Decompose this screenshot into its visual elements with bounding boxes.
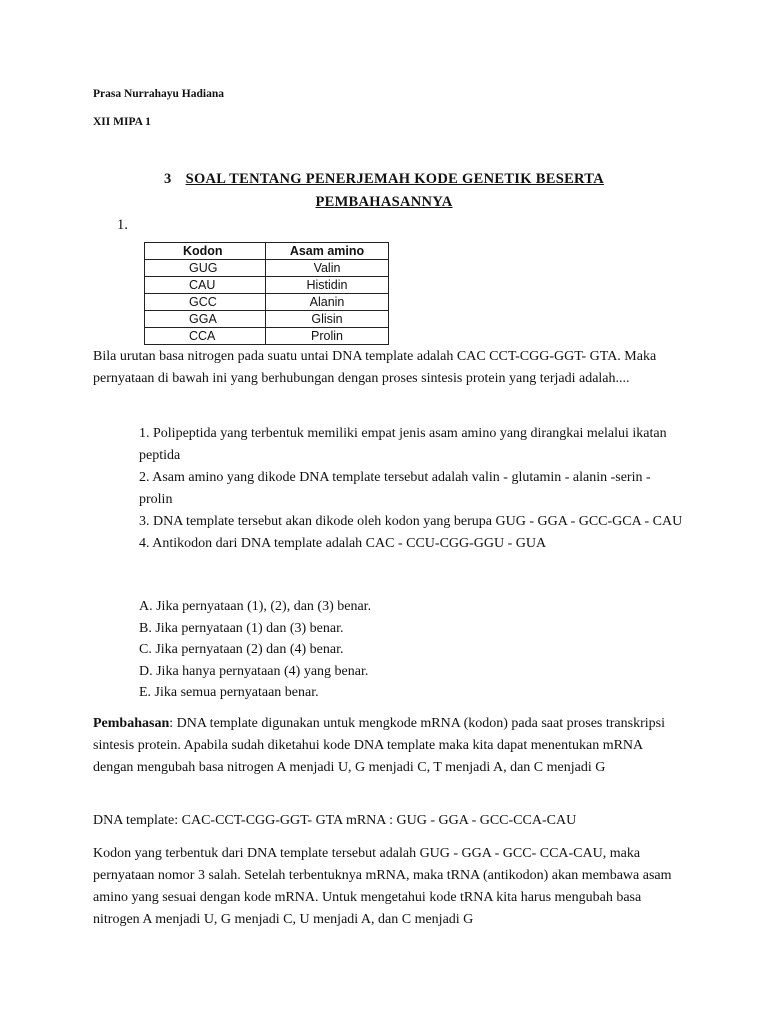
class-label: XII MIPA 1 — [93, 116, 151, 128]
option-d: D. Jika hanya pernyataan (4) yang benar. — [139, 663, 369, 679]
option-b: B. Jika pernyataan (1) dan (3) benar. — [139, 620, 344, 636]
amino-acid-cell: Prolin — [266, 328, 389, 345]
option-a: A. Jika pernyataan (1), (2), dan (3) benar. — [139, 599, 372, 614]
codon-cell: GCC — [145, 294, 266, 311]
table-header-cell: Asam amino — [266, 243, 389, 260]
amino-acid-cell: Valin — [266, 260, 389, 277]
amino-acid-cell: Glisin — [266, 311, 389, 328]
codon-cell: GUG — [145, 260, 266, 277]
table-row — [145, 277, 389, 294]
statement-item: 2. Asam amino yang dikode DNA template tersebut adalah valin - glutamin - alanin -serin - prolin — [139, 470, 651, 507]
title-number: 3 — [164, 171, 172, 187]
codon-table — [144, 242, 389, 345]
question-stem: Bila urutan basa nitrogen pada suatu untai DNA template adalah CAC CCT-CGG-GGT- GTA. Maka pernyataan di bawah ini yang berhubungan dengan proses sintesis protein yang terjadi adalah.... — [93, 349, 657, 386]
codon-cell: GGA — [145, 311, 266, 328]
amino-acid-cell: Alanin — [266, 294, 389, 311]
discussion-paragraph-3: Kodon yang terbentuk dari DNA template tersebut adalah GUG - GGA - GCC- CCA-CAU, maka pernyataan nomor 3 salah. Setelah terbentuknya mRNA, maka tRNA (antikodon) akan membawa asam amino yang sesuai dengan kode mRNA. Untuk mengetahui kode tRNA kita harus mengubah basa nitrogen A menjadi U, G menjadi C, U menjadi A, dan C menjadi G — [93, 846, 672, 927]
discussion-paragraph-1 — [93, 713, 683, 779]
table-row — [145, 328, 389, 345]
table-row — [145, 311, 389, 328]
answer-options — [139, 596, 371, 704]
option-e: E. Jika semua pernyataan benar. — [139, 685, 319, 700]
amino-acid-cell: Histidin — [266, 277, 389, 294]
table-header-row — [145, 243, 389, 260]
table-row — [145, 294, 389, 311]
table-header-cell: Kodon — [145, 243, 266, 260]
discussion-text-1: : DNA template digunakan untuk mengkode mRNA (kodon) pada saat proses transkripsi sintesis protein. Apabila sudah diketahui kode DNA template maka kita dapat menentukan mRNA dengan mengubah basa nitrogen A menjadi U, G menjadi C, T menjadi A, dan C menjadi G — [93, 716, 665, 775]
codon-cell: CAU — [145, 277, 266, 294]
statement-item: 1. Polipeptida yang terbentuk memiliki empat jenis asam amino yang dirangkai melalui ikatan peptida — [139, 426, 667, 463]
codon-cell: CCA — [145, 328, 266, 345]
statement-item: 4. Antikodon dari DNA template adalah CAC - CCU-CGG-GGU - GUA — [139, 536, 547, 551]
title-line-1: SOAL TENTANG PENERJEMAH KODE GENETIK BESERTA — [185, 171, 604, 187]
discussion-label: Pembahasan — [93, 716, 170, 731]
statement-list — [139, 423, 684, 555]
statement-item: 3. DNA template tersebut akan dikode oleh kodon yang berupa GUG - GGA - GCC-GCA - CAU — [139, 514, 683, 529]
document-title — [0, 171, 768, 188]
author-name: Prasa Nurrahayu Hadiana — [93, 88, 224, 100]
title-line-2: PEMBAHASANNYA — [315, 194, 453, 210]
question-number: 1. — [117, 217, 128, 233]
discussion-paragraph-2: DNA template: CAC-CCT-CGG-GGT- GTA mRNA : GUG - GGA - GCC-CCA-CAU — [93, 813, 577, 828]
option-c: C. Jika pernyataan (2) dan (4) benar. — [139, 642, 344, 657]
table-row — [145, 260, 389, 277]
